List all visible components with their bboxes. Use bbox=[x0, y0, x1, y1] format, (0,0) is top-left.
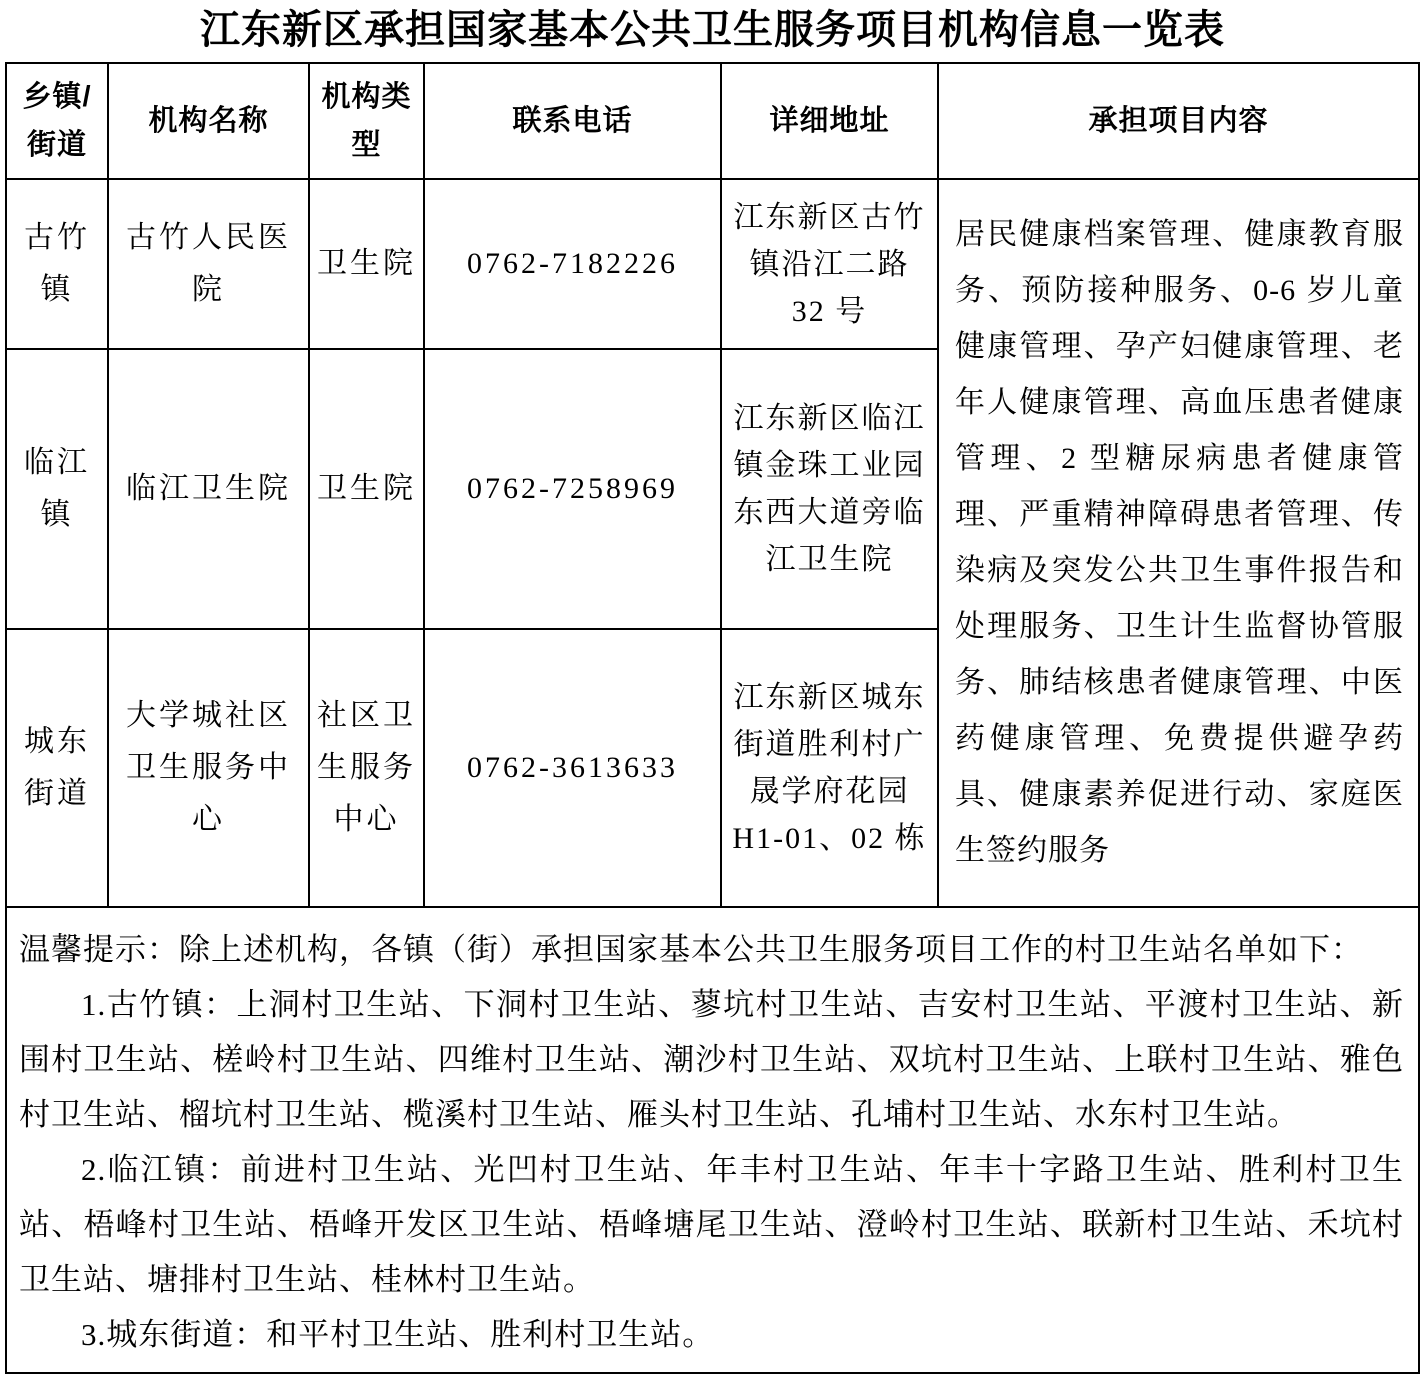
table-header-row bbox=[6, 63, 1419, 179]
cell-address: 江东新区城东街道胜利村广晟学府花园 H1-01、02 栋 bbox=[721, 629, 938, 907]
cell-phone: 0762-7258969 bbox=[424, 349, 721, 629]
cell-institution-type: 卫生院 bbox=[309, 179, 424, 349]
cell-institution-name: 古竹人民医院 bbox=[108, 179, 309, 349]
footer-row bbox=[6, 907, 1419, 1373]
institutions-table bbox=[5, 62, 1420, 1374]
cell-town: 临江镇 bbox=[6, 349, 108, 629]
cell-phone: 0762-7182226 bbox=[424, 179, 721, 349]
column-header-town: 乡镇/街道 bbox=[6, 63, 108, 179]
column-header-address: 详细地址 bbox=[721, 63, 938, 179]
document-page bbox=[0, 6, 1425, 1374]
cell-institution-name: 大学城社区卫生服务中心 bbox=[108, 629, 309, 907]
column-header-services: 承担项目内容 bbox=[938, 63, 1419, 179]
cell-address: 江东新区临江镇金珠工业园东西大道旁临江卫生院 bbox=[721, 349, 938, 629]
cell-institution-type: 社区卫生服务中心 bbox=[309, 629, 424, 907]
column-header-institution-type: 机构类型 bbox=[309, 63, 424, 179]
cell-services-merged: 居民健康档案管理、健康教育服务、预防接种服务、0-6 岁儿童健康管理、孕产妇健康管理、老年人健康管理、高血压患者健康管理、2 型糖尿病患者健康管理、严重精神障碍患者管理、传染病及突发公共卫生事件报告和处理服务、卫生计生监督协管服务、肺结核患者健康管理、中医药健康管理、免费提供避孕药具、健康素养促进行动、家庭医生签约服务 bbox=[938, 179, 1419, 907]
cell-town: 城东街道 bbox=[6, 629, 108, 907]
cell-phone: 0762-3613633 bbox=[424, 629, 721, 907]
cell-town: 古竹镇 bbox=[6, 179, 108, 349]
footer-item-linjiang: 2.临江镇：前进村卫生站、光凹村卫生站、年丰村卫生站、年丰十字路卫生站、胜利村卫生站、梧峰村卫生站、梧峰开发区卫生站、梧峰塘尾卫生站、澄岭村卫生站、联新村卫生站、禾坑村卫生站、塘排村卫生站、桂林村卫生站。 bbox=[19, 1152, 1404, 1297]
cell-institution-type: 卫生院 bbox=[309, 349, 424, 629]
footer-item-chengdong: 3.城东街道：和平村卫生站、胜利村卫生站。 bbox=[81, 1317, 715, 1352]
footer-item-guzhu: 1.古竹镇：上洞村卫生站、下洞村卫生站、蓼坑村卫生站、吉安村卫生站、平渡村卫生站、新围村卫生站、槎岭村卫生站、四维村卫生站、潮沙村卫生站、双坑村卫生站、上联村卫生站、雅色村卫生站、榴坑村卫生站、榄溪村卫生站、雁头村卫生站、孔埔村卫生站、水东村卫生站。 bbox=[19, 987, 1404, 1132]
column-header-institution-name: 机构名称 bbox=[108, 63, 309, 179]
page-title: 江东新区承担国家基本公共卫生服务项目机构信息一览表 bbox=[200, 8, 1225, 52]
footer-note: 温馨提示：除上述机构，各镇（街）承担国家基本公共卫生服务项目工作的村卫生站名单如下： bbox=[19, 932, 1363, 967]
table-row bbox=[6, 179, 1419, 349]
cell-institution-name: 临江卫生院 bbox=[108, 349, 309, 629]
column-header-phone: 联系电话 bbox=[424, 63, 721, 179]
cell-address: 江东新区古竹镇沿江二路 32 号 bbox=[721, 179, 938, 349]
footer-cell bbox=[6, 907, 1419, 1373]
